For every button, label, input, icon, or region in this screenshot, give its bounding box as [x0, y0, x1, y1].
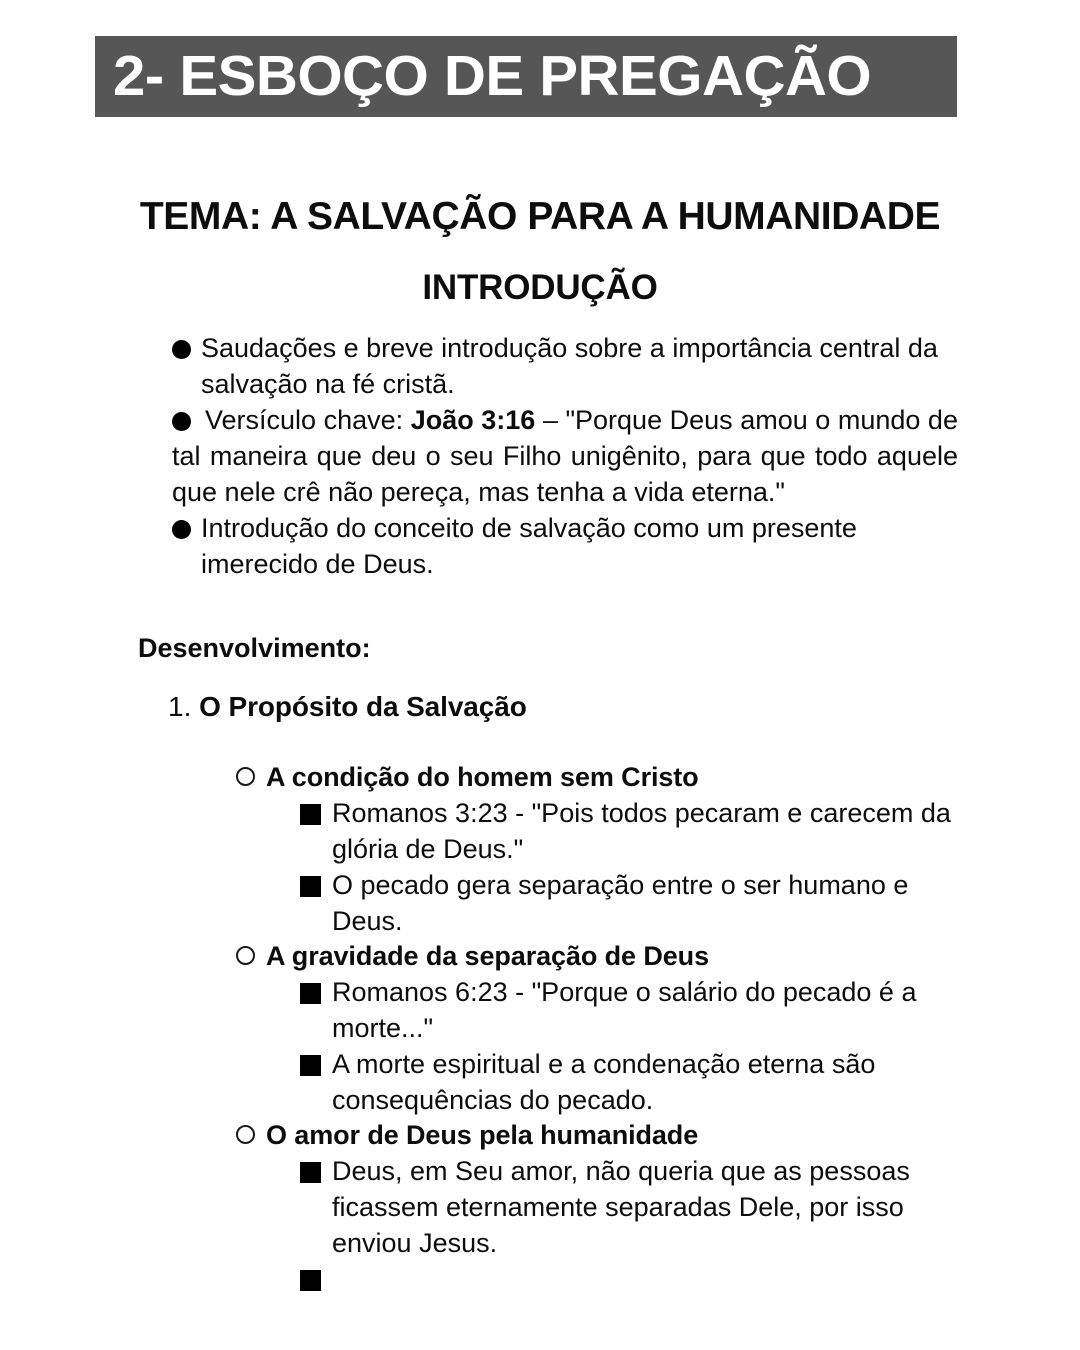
list-item-text: Romanos 6:23 - "Porque o salário do pecado é a morte..." — [332, 977, 917, 1043]
filled-circle-bullet-icon — [172, 412, 191, 431]
filled-square-bullet-icon — [300, 983, 321, 1004]
page-title-tema: TEMA: A SALVAÇÃO PARA A HUMANIDADE — [139, 195, 941, 238]
subsection-heading-text: O amor de Deus pela humanidade — [266, 1120, 699, 1150]
list-item-text: Deus, em Seu amor, não queria que as pessoas ficassem eternamente separadas Dele, por isso enviou Jesus. — [332, 1156, 910, 1258]
filled-square-bullet-icon — [300, 804, 321, 825]
hollow-circle-bullet-icon — [236, 767, 255, 786]
list-item-text: Saudações e breve introdução sobre a importância central da salvação na fé cristã. — [201, 333, 938, 399]
numbered-list-item — [168, 690, 527, 724]
list-item — [300, 1153, 958, 1261]
filled-square-bullet-icon — [300, 1162, 321, 1183]
list-item — [300, 867, 958, 939]
list-item — [300, 974, 958, 1046]
list-item — [172, 402, 958, 510]
filled-square-bullet-icon — [300, 876, 321, 897]
section-heading-desenvolvimento: Desenvolvimento: — [138, 633, 371, 663]
verse-prefix: Versículo chave: — [205, 405, 404, 435]
subsection-heading — [236, 760, 958, 795]
subsection — [236, 939, 958, 1118]
list-item — [172, 330, 958, 402]
hollow-circle-bullet-icon — [236, 946, 255, 965]
list-item — [300, 1261, 958, 1297]
header-banner — [95, 36, 957, 117]
list-item-text: Introdução do conceito de salvação como um presente imerecido de Deus. — [201, 513, 857, 579]
banner-title: 2- ESBOÇO DE PREGAÇÃO — [113, 44, 872, 108]
list-item-number: 1. — [168, 691, 192, 722]
filled-circle-bullet-icon — [172, 520, 191, 539]
section-heading-introducao: INTRODUÇÃO — [422, 268, 658, 307]
list-item — [300, 1046, 958, 1118]
list-item-text: O Propósito da Salvação — [199, 691, 527, 722]
filled-circle-bullet-icon — [172, 340, 191, 359]
list-item — [300, 795, 958, 867]
list-item-text: O pecado gera separação entre o ser humano e Deus. — [332, 870, 909, 936]
subsection — [236, 1118, 958, 1297]
list-item-text: A morte espiritual e a condenação eterna são consequências do pecado. — [332, 1049, 876, 1115]
subsection-heading — [236, 939, 958, 974]
list-item-text: Romanos 3:23 - "Pois todos pecaram e carecem da glória de Deus." — [332, 798, 951, 864]
subsection — [236, 760, 958, 939]
verse-quote: "Porque Deus amou o mundo de tal maneira que deu o seu Filho unigênito, para que todo aquele que nele crê não pereça, mas tenha a vida eterna." — [172, 405, 958, 507]
filled-square-bullet-icon — [300, 1270, 321, 1291]
subsection-heading-text: A condição do homem sem Cristo — [266, 762, 699, 792]
hollow-circle-bullet-icon — [236, 1125, 255, 1144]
verse-dash: – — [542, 405, 558, 435]
introduction-list — [172, 330, 958, 582]
list-item — [172, 510, 958, 582]
list-item-text — [172, 402, 958, 510]
verse-reference: João 3:16 — [410, 405, 536, 435]
subsection-heading — [236, 1118, 958, 1153]
subsection-list — [236, 760, 958, 1297]
subsection-heading-text: A gravidade da separação de Deus — [266, 941, 709, 971]
filled-square-bullet-icon — [300, 1055, 321, 1076]
